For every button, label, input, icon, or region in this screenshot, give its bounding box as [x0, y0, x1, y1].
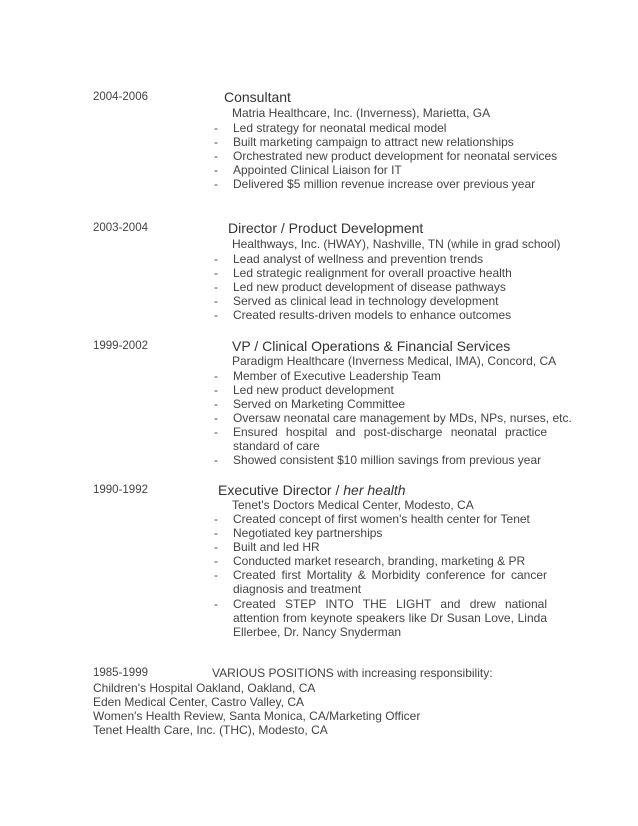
entry-company: Tenet's Doctors Medical Center, Modesto, CA [232, 498, 474, 512]
various-line: Eden Medical Center, Castro Valley, CA [93, 695, 304, 709]
entry-title: VP / Clinical Operations & Financial Services [232, 338, 511, 354]
entry-years: 1990-1992 [93, 484, 148, 496]
entry-years: 1999-2002 [93, 340, 148, 352]
various-heading: VARIOUS POSITIONS with increasing responsibility: [212, 666, 493, 680]
entry-title-italic: her health [343, 482, 406, 498]
entry-title: Consultant [224, 89, 291, 105]
entry-company: Healthways, Inc. (HWAY), Nashville, TN (while in grad school) [232, 237, 561, 251]
entry-company: Paradigm Healthcare (Inverness Medical, IMA), Concord, CA [232, 354, 557, 368]
various-line: Children's Hospital Oakland, Oakland, CA [93, 681, 316, 695]
entry-company: Matria Healthcare, Inc. (Inverness), Marietta, GA [232, 106, 491, 120]
various-line: Women's Health Review, Santa Monica, CA/Marketing Officer [93, 709, 421, 723]
entry-years: 2003-2004 [93, 222, 148, 234]
various-years: 1985-1999 [93, 667, 148, 679]
entry-years: 2004-2006 [93, 91, 148, 103]
various-line: Tenet Health Care, Inc. (THC), Modesto, CA [93, 723, 328, 737]
entry-title: Director / Product Development [228, 220, 424, 236]
entry-title: Executive Director / her health [218, 482, 406, 498]
